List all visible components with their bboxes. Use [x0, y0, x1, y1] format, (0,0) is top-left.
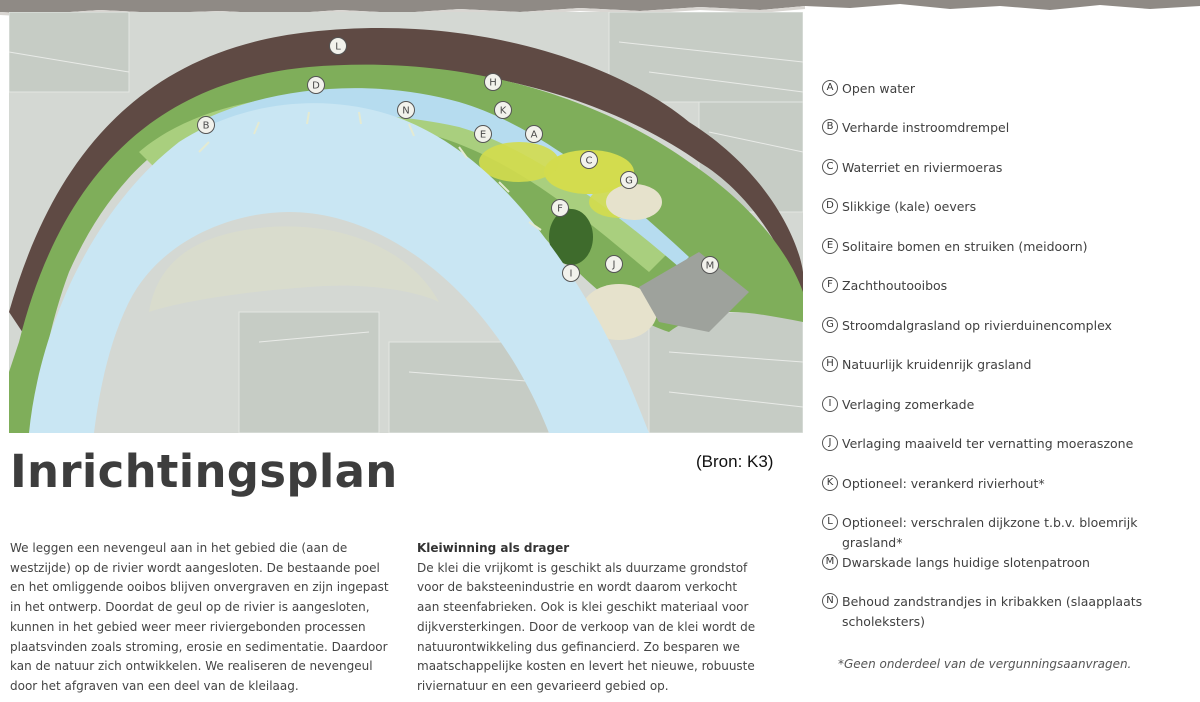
legend-item-j: [822, 434, 1192, 454]
legend-label: Waterriet en riviermoeras: [842, 160, 1003, 175]
legend-key-badge: D: [822, 198, 838, 214]
legend-label: Verlaging zomerkade: [842, 397, 975, 412]
text-line: We leggen een nevengeul aan in het gebied die (aan de: [10, 541, 348, 555]
text-line: maatschappelijke kosten en levert het nieuwe, robuuste: [417, 659, 755, 674]
legend-label: Dwarskade langs huidige slotenpatroon: [842, 555, 1090, 570]
legend-label: Solitaire bomen en struiken (meidoorn): [842, 239, 1088, 254]
text-line: door het afgraven van een deel van de kleilaag.: [10, 678, 299, 693]
text-line: voor de baksteenindustrie en wordt daarom verkocht: [417, 580, 738, 595]
text-line: en het omliggende ooibos blijven onvergraven en zijn ingepast: [10, 580, 389, 595]
intro-text-column: [10, 539, 390, 697]
text-line: aan steenfabrieken. Ook is klei geschikt materiaal voor: [417, 600, 749, 615]
legend-item-k: [822, 474, 1192, 494]
text-line: plaatsvinden zoals stroming, erosie en sedimentatie. Daardoor: [10, 639, 388, 654]
legend-label: Natuurlijk kruidenrijk grasland: [842, 357, 1032, 372]
map-marker-h: [485, 74, 502, 91]
legend-key-badge: F: [822, 277, 838, 293]
legend-item-b: [822, 118, 1192, 138]
legend-item-c: [822, 158, 1192, 178]
map-marker-label: A: [530, 129, 538, 141]
legend-item-l: [822, 513, 1192, 553]
text-line: natuurontwikkeling dus gefinancierd. Zo besparen we: [417, 639, 740, 654]
text-line: De klei die vrijkomt is geschikt als duurzame grondstof: [417, 560, 748, 575]
map-marker-label: F: [557, 203, 563, 215]
map-marker-d: [308, 77, 325, 94]
legend-label: Zachthoutooibos: [842, 278, 948, 293]
text-line: in het ontwerp. Doordat de geul op de rivier is aangesloten,: [10, 600, 370, 615]
legend-key-badge: M: [822, 554, 838, 570]
clay-text-column: [417, 539, 777, 697]
legend-label: Optioneel: verschralen dijkzone t.b.v. bloemrijk grasland*: [842, 515, 1138, 550]
map-marker-label: H: [489, 77, 497, 89]
text-line: dijkversterkingen. Door de verkoop van de klei wordt de: [417, 619, 756, 634]
legend-footnote: *Geen onderdeel van de vergunningsaanvragen.: [838, 657, 1132, 671]
legend-label: Verharde instroomdrempel: [842, 120, 1010, 135]
legend-item-e: [822, 237, 1192, 257]
map-marker-label: L: [335, 41, 341, 53]
legend-key-badge: N: [822, 593, 838, 609]
legend-item-f: [822, 276, 1192, 296]
legend-item-m: [822, 553, 1192, 573]
map-marker-b: [198, 117, 215, 134]
text-line: kunnen in het gebied weer meer riviergebonden processen: [10, 619, 366, 634]
legend-key-badge: I: [822, 396, 838, 412]
map-marker-label: G: [625, 175, 633, 187]
section-heading: Kleiwinning als drager: [417, 541, 570, 555]
legend-key-badge: J: [822, 435, 838, 451]
source-note: (Bron: K3): [696, 452, 774, 471]
map-marker-label: B: [202, 120, 210, 132]
legend-key-badge: C: [822, 159, 838, 175]
map-marker-label: I: [569, 268, 573, 280]
inrichtingsplan-map: [9, 12, 803, 433]
map-marker-n: [398, 102, 415, 119]
legend-item-g: [822, 316, 1192, 336]
text-line: westzijde) op de rivier wordt aangesloten. De bestaande poel: [10, 560, 380, 575]
text-line: kan de natuur zich ontwikkelen. We realiseren de nevengeul: [10, 659, 373, 674]
legend-label: Optioneel: verankerd rivierhout*: [842, 476, 1045, 491]
map-marker-i: [563, 265, 580, 282]
map-marker-m: [702, 257, 719, 274]
legend-item-n: [822, 592, 1192, 632]
map-marker-l: [330, 38, 347, 55]
legend-label: Slikkige (kale) oevers: [842, 199, 977, 214]
legend-key-badge: B: [822, 119, 838, 135]
legend-item-d: [822, 197, 1192, 217]
map-marker-g: [621, 172, 638, 189]
legend-label: Behoud zandstrandjes in kribakken (slaapplaats scholeksters): [842, 594, 1143, 629]
map-marker-a: [526, 126, 543, 143]
map-marker-label: D: [312, 80, 320, 92]
map-marker-f: [552, 200, 569, 217]
legend-label: Stroomdalgrasland op rivierduinencomplex: [842, 318, 1112, 333]
map-marker-label: J: [612, 259, 616, 271]
legend-label: Open water: [842, 81, 915, 96]
legend-key-badge: G: [822, 317, 838, 333]
map-marker-e: [475, 126, 492, 143]
page-title: Inrichtingsplan: [10, 445, 398, 498]
legend-key-badge: E: [822, 238, 838, 254]
map-marker-label: M: [705, 260, 715, 272]
legend-item-h: [822, 355, 1192, 375]
legend-item-a: [822, 79, 1192, 99]
map-marker-c: [581, 152, 598, 169]
map-marker-j: [606, 256, 623, 273]
map-marker-k: [495, 102, 512, 119]
legend-label: Verlaging maaiveld ter vernatting moeraszone: [842, 436, 1134, 451]
map-marker-label: K: [499, 105, 507, 117]
map-marker-label: N: [402, 105, 410, 117]
legend-key-badge: A: [822, 80, 838, 96]
map-marker-label: E: [479, 129, 487, 141]
legend-item-i: [822, 395, 1192, 415]
legend-key-badge: L: [822, 514, 838, 530]
legend-key-badge: H: [822, 356, 838, 372]
map-marker-label: C: [585, 155, 593, 167]
text-line: riviernatuur en een gevarieerd gebied op.: [417, 678, 669, 693]
legend-key-badge: K: [822, 475, 838, 491]
